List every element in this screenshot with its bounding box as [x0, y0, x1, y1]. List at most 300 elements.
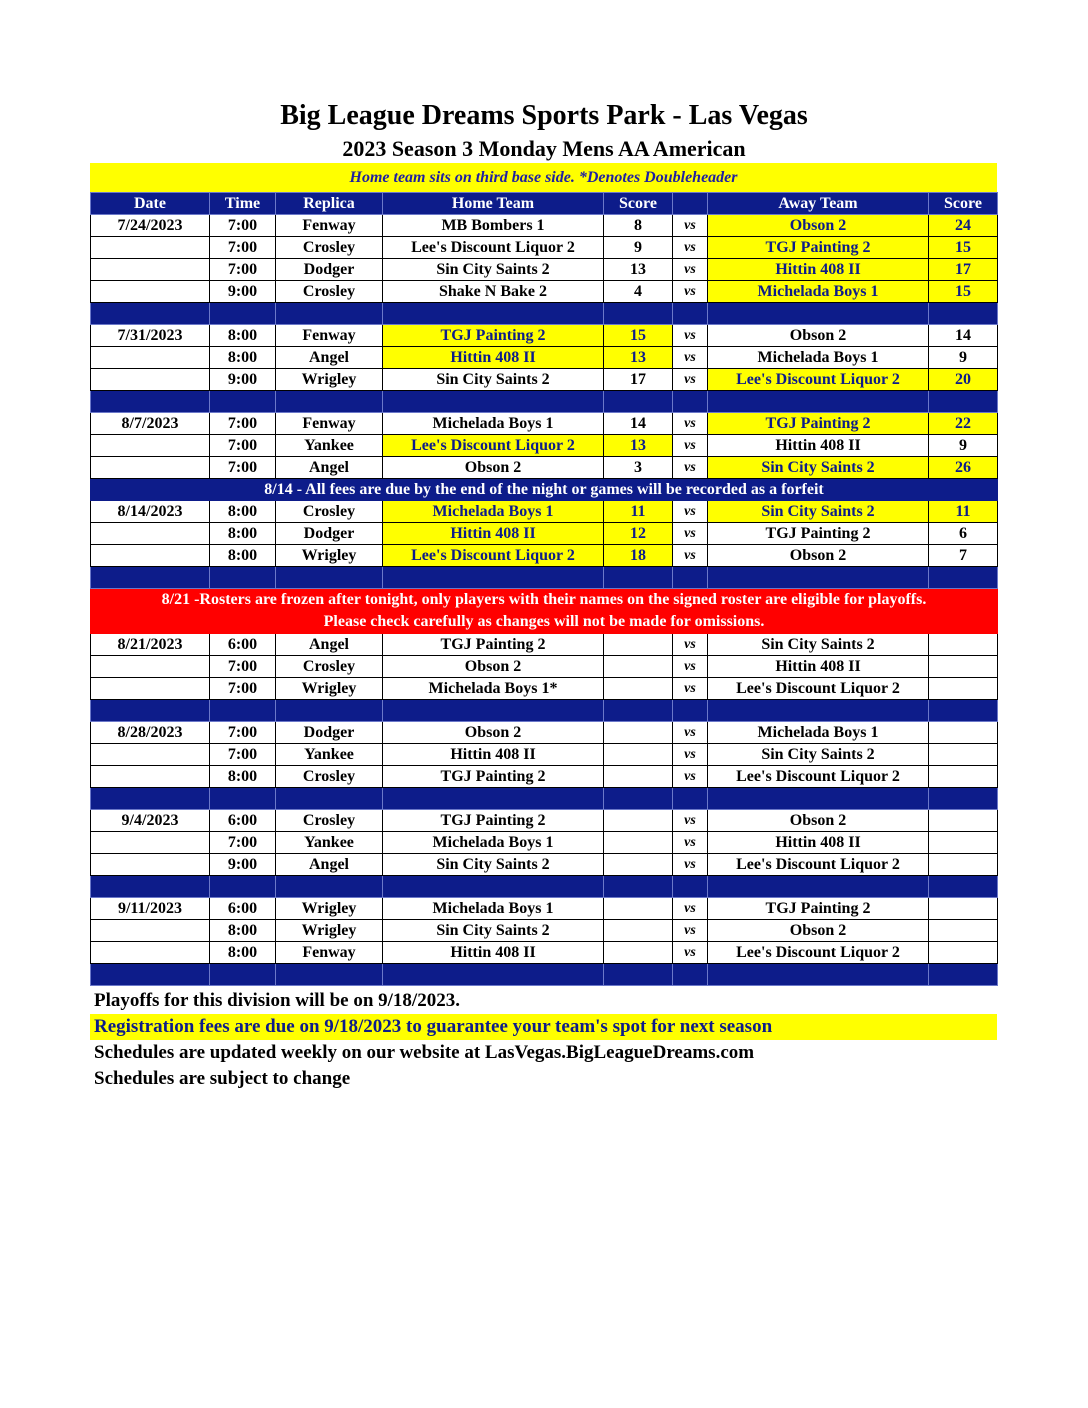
roster-notice-row [91, 589, 998, 634]
game-row [91, 898, 998, 920]
header-row [91, 193, 998, 215]
spacer-cell [383, 788, 604, 810]
home-team-cell: Michelada Boys 1 [383, 501, 604, 523]
col-time: Time [210, 193, 276, 215]
date-cell [91, 766, 210, 788]
spacer-cell [604, 567, 673, 589]
date-cell [91, 523, 210, 545]
spacer-cell [383, 876, 604, 898]
away-score-cell [929, 634, 998, 656]
away-score-cell: 26 [929, 457, 998, 479]
spacer-cell [210, 700, 276, 722]
date-cell [91, 744, 210, 766]
date-cell [91, 942, 210, 964]
vs-cell: vs [673, 832, 708, 854]
date-cell [91, 369, 210, 391]
away-score-cell [929, 942, 998, 964]
vs-cell: vs [673, 898, 708, 920]
spacer-cell [929, 788, 998, 810]
spacer-cell [276, 788, 383, 810]
date-cell [91, 920, 210, 942]
away-team-cell: Sin City Saints 2 [708, 457, 929, 479]
spacer-cell [210, 567, 276, 589]
field-cell: Dodger [276, 259, 383, 281]
home-score-cell: 14 [604, 413, 673, 435]
col-home-score: Score [604, 193, 673, 215]
game-row [91, 545, 998, 567]
away-team-cell: Hittin 408 II [708, 832, 929, 854]
date-cell [91, 347, 210, 369]
time-cell: 9:00 [210, 854, 276, 876]
spacer-cell [708, 964, 929, 986]
game-row [91, 523, 998, 545]
spacer-cell [276, 964, 383, 986]
date-cell: 7/31/2023 [91, 325, 210, 347]
away-team-cell: Obson 2 [708, 325, 929, 347]
home-team-cell: Obson 2 [383, 722, 604, 744]
vs-cell: vs [673, 810, 708, 832]
date-cell [91, 832, 210, 854]
spacer-cell [91, 567, 210, 589]
home-team-cell: Sin City Saints 2 [383, 920, 604, 942]
home-team-cell: TGJ Painting 2 [383, 325, 604, 347]
away-score-cell: 6 [929, 523, 998, 545]
field-cell: Fenway [276, 325, 383, 347]
schedule-rows [91, 215, 998, 986]
home-team-cell: Lee's Discount Liquor 2 [383, 237, 604, 259]
field-cell: Fenway [276, 942, 383, 964]
website-note: Schedules are updated weekly on our website at LasVegas.BigLeagueDreams.com [94, 1042, 755, 1063]
vs-cell: vs [673, 678, 708, 700]
home-team-cell: Sin City Saints 2 [383, 854, 604, 876]
fee-notice-row [91, 479, 998, 501]
date-cell [91, 678, 210, 700]
game-row [91, 920, 998, 942]
registration-note: Registration fees are due on 9/18/2023 to guarantee your team's spot for next season [90, 1014, 997, 1040]
vs-cell: vs [673, 281, 708, 303]
schedule-change-note: Schedules are subject to change [94, 1068, 351, 1089]
col-away-team: Away Team [708, 193, 929, 215]
vs-cell: vs [673, 325, 708, 347]
spacer-cell [210, 788, 276, 810]
home-team-cell: Shake N Bake 2 [383, 281, 604, 303]
playoffs-note: Playoffs for this division will be on 9/18/2023. [94, 990, 460, 1011]
spacer-cell [604, 788, 673, 810]
home-team-cell: Sin City Saints 2 [383, 259, 604, 281]
home-team-cell: Michelada Boys 1* [383, 678, 604, 700]
home-team-cell: Michelada Boys 1 [383, 832, 604, 854]
away-team-cell: Lee's Discount Liquor 2 [708, 369, 929, 391]
home-score-cell: 18 [604, 545, 673, 567]
game-row [91, 281, 998, 303]
home-score-cell [604, 722, 673, 744]
date-cell: 7/24/2023 [91, 215, 210, 237]
vs-cell: vs [673, 413, 708, 435]
vs-cell: vs [673, 215, 708, 237]
time-cell: 8:00 [210, 920, 276, 942]
game-row [91, 347, 998, 369]
time-cell: 7:00 [210, 435, 276, 457]
spacer-cell [210, 964, 276, 986]
time-cell: 8:00 [210, 545, 276, 567]
spacer-cell [91, 391, 210, 413]
field-cell: Angel [276, 347, 383, 369]
away-team-cell: TGJ Painting 2 [708, 237, 929, 259]
field-cell: Angel [276, 854, 383, 876]
game-row [91, 744, 998, 766]
home-team-cell: Obson 2 [383, 656, 604, 678]
away-team-cell: Lee's Discount Liquor 2 [708, 942, 929, 964]
spacer-cell [929, 303, 998, 325]
field-cell: Wrigley [276, 678, 383, 700]
spacer-cell [673, 964, 708, 986]
fee-notice: 8/14 - All fees are due by the end of the night or games will be recorded as a forfeit [91, 479, 998, 501]
time-cell: 7:00 [210, 259, 276, 281]
field-cell: Yankee [276, 832, 383, 854]
home-score-cell: 17 [604, 369, 673, 391]
date-cell [91, 854, 210, 876]
home-team-cell: TGJ Painting 2 [383, 810, 604, 832]
schedule-table-container [90, 163, 997, 986]
field-cell: Dodger [276, 523, 383, 545]
game-row [91, 678, 998, 700]
col-away-score: Score [929, 193, 998, 215]
home-team-note: Home team sits on third base side. *Denotes Doubleheader [90, 163, 997, 192]
page-title: Big League Dreams Sports Park - Las Vegas [280, 100, 808, 131]
away-score-cell: 7 [929, 545, 998, 567]
spacer-cell [708, 700, 929, 722]
vs-cell: vs [673, 501, 708, 523]
spacer-row [91, 964, 998, 986]
field-cell: Crosley [276, 766, 383, 788]
game-row [91, 413, 998, 435]
home-team-cell: Hittin 408 II [383, 942, 604, 964]
away-score-cell [929, 656, 998, 678]
time-cell: 7:00 [210, 413, 276, 435]
home-score-cell [604, 810, 673, 832]
date-cell [91, 281, 210, 303]
date-cell [91, 656, 210, 678]
away-team-cell: Hittin 408 II [708, 259, 929, 281]
date-cell: 8/21/2023 [91, 634, 210, 656]
spacer-cell [91, 788, 210, 810]
away-team-cell: Lee's Discount Liquor 2 [708, 678, 929, 700]
home-score-cell: 12 [604, 523, 673, 545]
spacer-cell [673, 567, 708, 589]
spacer-cell [929, 964, 998, 986]
home-score-cell: 13 [604, 347, 673, 369]
spacer-cell [673, 700, 708, 722]
time-cell: 7:00 [210, 656, 276, 678]
spacer-cell [383, 567, 604, 589]
vs-cell: vs [673, 435, 708, 457]
spacer-cell [929, 700, 998, 722]
page-subtitle: 2023 Season 3 Monday Mens AA American [342, 136, 746, 161]
field-cell: Wrigley [276, 369, 383, 391]
home-team-cell: TGJ Painting 2 [383, 634, 604, 656]
spacer-cell [276, 303, 383, 325]
away-team-cell: TGJ Painting 2 [708, 413, 929, 435]
footer-notes [90, 988, 997, 1092]
home-score-cell: 3 [604, 457, 673, 479]
spacer-cell [929, 567, 998, 589]
time-cell: 7:00 [210, 457, 276, 479]
time-cell: 9:00 [210, 281, 276, 303]
date-cell: 8/7/2023 [91, 413, 210, 435]
time-cell: 8:00 [210, 766, 276, 788]
vs-cell: vs [673, 369, 708, 391]
time-cell: 7:00 [210, 744, 276, 766]
game-row [91, 722, 998, 744]
home-score-cell: 9 [604, 237, 673, 259]
time-cell: 7:00 [210, 722, 276, 744]
away-score-cell: 15 [929, 281, 998, 303]
game-row [91, 656, 998, 678]
home-team-cell: Hittin 408 II [383, 347, 604, 369]
time-cell: 9:00 [210, 369, 276, 391]
date-cell: 8/28/2023 [91, 722, 210, 744]
field-cell: Yankee [276, 744, 383, 766]
spacer-row [91, 567, 998, 589]
spacer-row [91, 303, 998, 325]
away-score-cell [929, 854, 998, 876]
away-team-cell: Obson 2 [708, 920, 929, 942]
col-home-team: Home Team [383, 193, 604, 215]
vs-cell: vs [673, 237, 708, 259]
home-score-cell [604, 634, 673, 656]
spacer-cell [708, 391, 929, 413]
home-score-cell: 13 [604, 435, 673, 457]
home-team-cell: Lee's Discount Liquor 2 [383, 435, 604, 457]
home-score-cell: 13 [604, 259, 673, 281]
time-cell: 8:00 [210, 347, 276, 369]
time-cell: 6:00 [210, 810, 276, 832]
game-row [91, 832, 998, 854]
spacer-row [91, 788, 998, 810]
spacer-cell [210, 391, 276, 413]
home-team-cell: Hittin 408 II [383, 744, 604, 766]
away-team-cell: Michelada Boys 1 [708, 347, 929, 369]
home-score-cell [604, 744, 673, 766]
spacer-cell [383, 964, 604, 986]
field-cell: Crosley [276, 501, 383, 523]
vs-cell: vs [673, 347, 708, 369]
away-team-cell: TGJ Painting 2 [708, 898, 929, 920]
home-team-cell: Sin City Saints 2 [383, 369, 604, 391]
schedule-table [90, 192, 998, 986]
field-cell: Angel [276, 634, 383, 656]
spacer-cell [708, 303, 929, 325]
game-row [91, 942, 998, 964]
vs-cell: vs [673, 744, 708, 766]
game-row [91, 501, 998, 523]
field-cell: Crosley [276, 281, 383, 303]
away-score-cell [929, 810, 998, 832]
home-score-cell [604, 766, 673, 788]
spacer-cell [604, 964, 673, 986]
spacer-cell [210, 303, 276, 325]
away-score-cell: 9 [929, 347, 998, 369]
game-row [91, 634, 998, 656]
away-score-cell [929, 766, 998, 788]
spacer-cell [383, 391, 604, 413]
away-score-cell: 15 [929, 237, 998, 259]
date-cell: 9/11/2023 [91, 898, 210, 920]
vs-cell: vs [673, 942, 708, 964]
col-date: Date [91, 193, 210, 215]
time-cell: 6:00 [210, 898, 276, 920]
spacer-cell [604, 876, 673, 898]
date-cell [91, 457, 210, 479]
game-row [91, 237, 998, 259]
home-score-cell [604, 854, 673, 876]
field-cell: Crosley [276, 656, 383, 678]
away-team-cell: Michelada Boys 1 [708, 281, 929, 303]
home-score-cell: 15 [604, 325, 673, 347]
home-score-cell [604, 920, 673, 942]
field-cell: Fenway [276, 413, 383, 435]
away-team-cell: Obson 2 [708, 215, 929, 237]
home-score-cell: 4 [604, 281, 673, 303]
time-cell: 8:00 [210, 942, 276, 964]
field-cell: Wrigley [276, 898, 383, 920]
home-score-cell [604, 656, 673, 678]
away-score-cell [929, 920, 998, 942]
spacer-cell [708, 788, 929, 810]
spacer-cell [604, 700, 673, 722]
home-score-cell [604, 942, 673, 964]
away-score-cell [929, 744, 998, 766]
away-team-cell: Lee's Discount Liquor 2 [708, 854, 929, 876]
field-cell: Fenway [276, 215, 383, 237]
vs-cell: vs [673, 854, 708, 876]
date-cell [91, 435, 210, 457]
spacer-cell [91, 303, 210, 325]
game-row [91, 259, 998, 281]
spacer-cell [91, 964, 210, 986]
game-row [91, 766, 998, 788]
away-score-cell [929, 722, 998, 744]
away-team-cell: Sin City Saints 2 [708, 634, 929, 656]
date-cell: 8/14/2023 [91, 501, 210, 523]
field-cell: Crosley [276, 810, 383, 832]
spacer-row [91, 876, 998, 898]
home-score-cell: 11 [604, 501, 673, 523]
field-cell: Wrigley [276, 545, 383, 567]
away-score-cell: 14 [929, 325, 998, 347]
game-row [91, 369, 998, 391]
col-vs [673, 193, 708, 215]
home-team-cell: MB Bombers 1 [383, 215, 604, 237]
away-team-cell: TGJ Painting 2 [708, 523, 929, 545]
field-cell: Wrigley [276, 920, 383, 942]
field-cell: Angel [276, 457, 383, 479]
spacer-cell [383, 700, 604, 722]
spacer-cell [708, 876, 929, 898]
date-cell: 9/4/2023 [91, 810, 210, 832]
home-score-cell [604, 898, 673, 920]
game-row [91, 325, 998, 347]
away-score-cell: 24 [929, 215, 998, 237]
roster-notice [91, 589, 998, 634]
spacer-cell [276, 876, 383, 898]
spacer-cell [91, 876, 210, 898]
time-cell: 7:00 [210, 678, 276, 700]
vs-cell: vs [673, 920, 708, 942]
home-score-cell: 8 [604, 215, 673, 237]
date-cell [91, 237, 210, 259]
time-cell: 8:00 [210, 523, 276, 545]
spacer-cell [708, 567, 929, 589]
home-team-cell: Hittin 408 II [383, 523, 604, 545]
spacer-cell [929, 391, 998, 413]
home-team-cell: TGJ Painting 2 [383, 766, 604, 788]
away-team-cell: Hittin 408 II [708, 435, 929, 457]
away-score-cell [929, 832, 998, 854]
spacer-cell [604, 303, 673, 325]
spacer-cell [210, 876, 276, 898]
home-team-cell: Michelada Boys 1 [383, 413, 604, 435]
roster-notice-line-2: Please check carefully as changes will not be made for omissions. [323, 613, 765, 630]
spacer-cell [673, 391, 708, 413]
game-row [91, 435, 998, 457]
game-row [91, 215, 998, 237]
vs-cell: vs [673, 523, 708, 545]
away-score-cell: 17 [929, 259, 998, 281]
spacer-cell [276, 391, 383, 413]
date-cell [91, 259, 210, 281]
spacer-cell [673, 788, 708, 810]
away-team-cell: Sin City Saints 2 [708, 744, 929, 766]
spacer-cell [673, 876, 708, 898]
away-score-cell: 9 [929, 435, 998, 457]
time-cell: 7:00 [210, 215, 276, 237]
field-cell: Yankee [276, 435, 383, 457]
away-team-cell: Obson 2 [708, 810, 929, 832]
away-score-cell: 22 [929, 413, 998, 435]
vs-cell: vs [673, 259, 708, 281]
vs-cell: vs [673, 545, 708, 567]
roster-notice-line-1: 8/21 -Rosters are frozen after tonight, only players with their names on the signed roster are eligible for playoffs. [161, 591, 927, 608]
away-score-cell: 11 [929, 501, 998, 523]
away-score-cell [929, 678, 998, 700]
spacer-cell [673, 303, 708, 325]
home-team-cell: Michelada Boys 1 [383, 898, 604, 920]
spacer-cell [929, 876, 998, 898]
spacer-cell [604, 391, 673, 413]
time-cell: 7:00 [210, 832, 276, 854]
field-cell: Dodger [276, 722, 383, 744]
spacer-cell [91, 700, 210, 722]
game-row [91, 810, 998, 832]
time-cell: 8:00 [210, 501, 276, 523]
away-score-cell [929, 898, 998, 920]
vs-cell: vs [673, 634, 708, 656]
game-row [91, 854, 998, 876]
spacer-cell [276, 567, 383, 589]
vs-cell: vs [673, 457, 708, 479]
spacer-row [91, 391, 998, 413]
away-team-cell: Michelada Boys 1 [708, 722, 929, 744]
away-team-cell: Obson 2 [708, 545, 929, 567]
time-cell: 8:00 [210, 325, 276, 347]
home-score-cell [604, 678, 673, 700]
home-team-cell: Obson 2 [383, 457, 604, 479]
spacer-cell [276, 700, 383, 722]
vs-cell: vs [673, 722, 708, 744]
vs-cell: vs [673, 656, 708, 678]
time-cell: 6:00 [210, 634, 276, 656]
